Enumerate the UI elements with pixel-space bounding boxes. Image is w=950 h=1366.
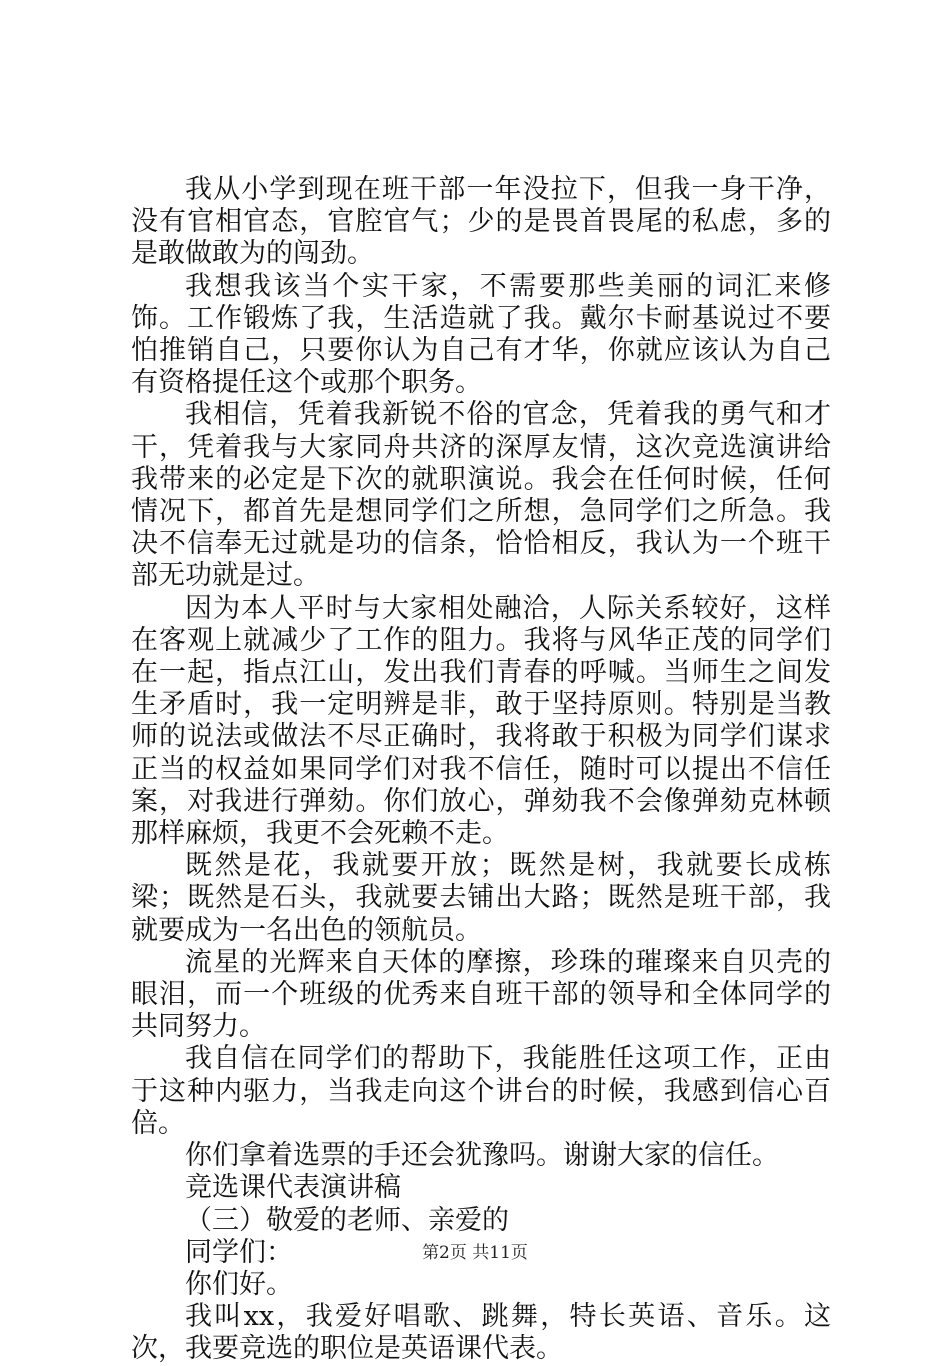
paragraph: 你们拿着选票的手还会犹豫吗。谢谢大家的信任。 <box>185 1140 779 1172</box>
paragraph: 流星的光辉来自天体的摩擦，珍珠的璀璨来自贝壳的眼泪，而一个班级的优秀来自班干部的领导和全体同学的共同努力。 <box>131 946 831 1043</box>
paragraph: 我相信，凭着我新锐不俗的官念，凭着我的勇气和才干，凭着我与大家同舟共济的深厚友情，这次竞选演讲给我带来的必定是下次的就职演说。我会在任何时候，任何情况下，都首先是想同学们之所想，急同学们之所急。我决不信奉无过就是功的信条，恰恰相反，我认为一个班干部无功就是过。 <box>131 399 831 592</box>
paragraph: 我叫xx，我爱好唱歌、跳舞，特长英语、音乐。这次，我要竞选的职位是英语课代表。 <box>131 1301 832 1365</box>
paragraph: 我从小学到现在班干部一年没拉下，但我一身干净，没有官相官态，官腔官气；少的是畏首畏尾的私虑，多的是敢做敢为的闯劲。 <box>131 174 831 270</box>
paragraph: 我想我该当个实干家，不需要那些美丽的词汇来修饰。工作锻炼了我，生活造就了我。戴尔卡耐基说过不要怕推销自己，只要你认为自己有才华，你就应该认为自己有资格提任这个或那个职务。 <box>131 270 831 399</box>
page-footer: 第2页 共11页 <box>422 1243 528 1263</box>
section-title: 竞选课代表演讲稿 <box>185 1172 401 1204</box>
paragraph: 我自信在同学们的帮助下，我能胜任这项工作，正由于这种内驱力，当我走向这个讲台的时候，我感到信心百倍。 <box>131 1043 831 1139</box>
document-body <box>131 174 831 1366</box>
paragraph: 因为本人平时与大家相处融洽，人际关系较好，这样在客观上就减少了工作的阻力。我将与风华正茂的同学们在一起，指点江山，发出我们青春的呼喊。当师生之间发生矛盾时，我一定明辨是非，敢于坚持原则。特别是当教师的说法或做法不尽正确时，我将敢于积极为同学们谋求正当的权益如果同学们对我不信任，随时可以提出不信任案，对我进行弹劾。你们放心，弹劾我不会像弹劾克林顿那样麻烦，我更不会死赖不走。 <box>131 592 831 850</box>
salutation: 同学们： <box>185 1236 293 1268</box>
section-subtitle: （三）敬爱的老师、亲爱的 <box>185 1204 509 1236</box>
paragraph: 既然是花，我就要开放；既然是树，我就要长成栋梁；既然是石头，我就要去铺出大路；既然是班干部，我就要成为一名出色的领航员。 <box>131 850 831 946</box>
greeting: 你们好。 <box>185 1268 293 1300</box>
